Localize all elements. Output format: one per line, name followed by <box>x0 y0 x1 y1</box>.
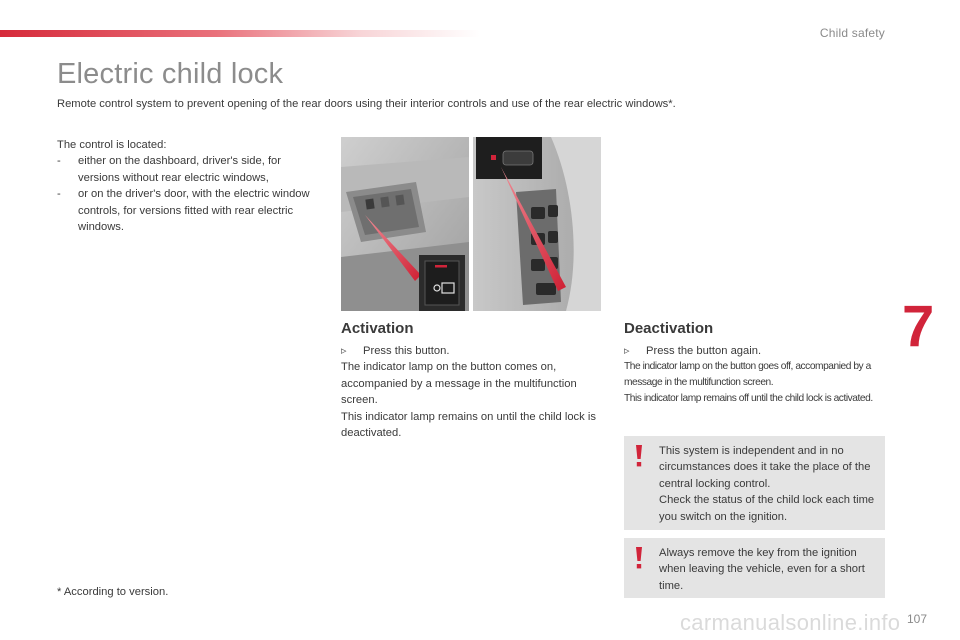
deactivation-step-text: Press the button again. <box>646 345 762 357</box>
page-title: Electric child lock <box>57 58 284 90</box>
warning-text: Check the status of the child lock each time you switch on the ignition. <box>659 494 875 523</box>
deactivation-body <box>624 343 886 407</box>
deactivation-line: The indicator lamp on the button goes off, accompanied by a message in the multifunction screen. <box>624 361 871 389</box>
location-list <box>57 153 317 235</box>
activation-body <box>341 343 603 441</box>
deactivation-step <box>624 343 886 359</box>
activation-line: The indicator lamp on the button comes on, accompanied by a message in the multifunction screen. <box>341 361 577 407</box>
warning-text: Always remove the key from the ignition when leaving the vehicle, even for a short time. <box>659 547 865 592</box>
activation-line: This indicator lamp remains on until the child lock is deactivated. <box>341 410 596 440</box>
warning-box <box>624 436 885 530</box>
location-item-text: either on the dashboard, driver's side, for versions without rear electric windows, <box>78 155 282 184</box>
chapter-number: 7 <box>902 294 935 359</box>
warning-text: This system is independent and in no circumstances does it take the place of the central locking control. <box>659 445 871 490</box>
exclamation-warning-icon <box>633 444 645 468</box>
header-accent-bar <box>0 30 480 37</box>
control-location-illustration <box>341 137 601 311</box>
page-number: 107 <box>907 612 928 626</box>
warning-box <box>624 538 885 598</box>
location-section <box>57 137 317 235</box>
deactivation-line: This indicator lamp remains off until the child lock is activated. <box>624 393 873 405</box>
activation-step <box>341 343 603 359</box>
location-item-text: or on the driver's door, with the electric window controls, for versions fitted with rear electric windows. <box>78 188 310 234</box>
activation-heading: Activation <box>341 320 414 337</box>
deactivation-heading: Deactivation <box>624 320 714 337</box>
intro-text: Remote control system to prevent opening of the rear doors using their interior controls and use of the rear electric windows*. <box>57 98 676 110</box>
list-item: - either on the dashboard, driver's side, for versions without rear electric windows, <box>57 155 282 184</box>
list-item: - or on the driver's door, with the electric window controls, for versions fitted with rear electric windows. <box>57 188 310 234</box>
exclamation-warning-icon <box>633 546 645 570</box>
location-heading: The control is located: <box>57 139 167 151</box>
triangle-bullet-icon: ▹ <box>624 345 630 357</box>
watermark: carmanualsonline.info <box>680 610 901 635</box>
triangle-bullet-icon: ▹ <box>341 345 347 357</box>
activation-step-text: Press this button. <box>363 345 450 357</box>
section-title: Child safety <box>819 26 885 40</box>
footnote: * According to version. <box>57 586 169 598</box>
